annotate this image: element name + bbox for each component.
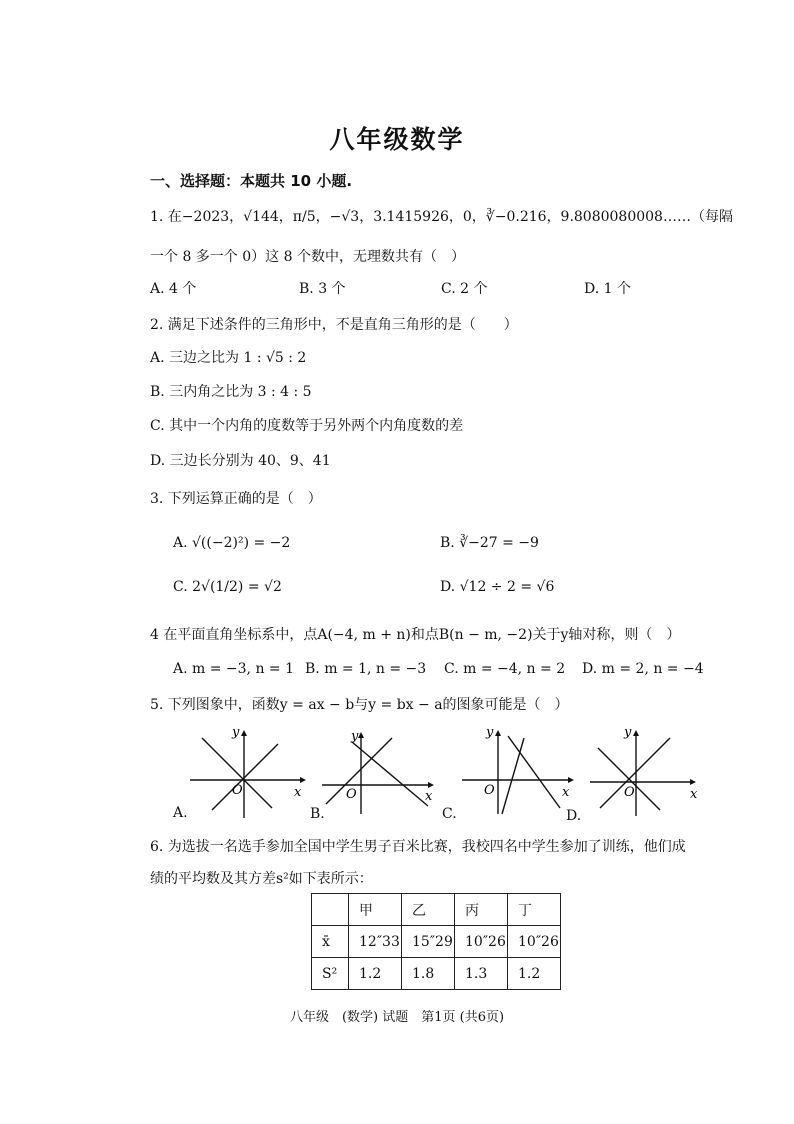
x-label: x — [294, 785, 302, 800]
y-label: y — [232, 725, 240, 740]
q2-stem: 2. 满足下述条件的三角形中，不是直角三角形的是（ ） — [150, 317, 518, 333]
q4-option-a: A. m = −3, n = 1 — [173, 661, 295, 677]
table-row-label: x̄ — [312, 926, 349, 958]
table-cell: 1.2 — [349, 958, 402, 990]
y-axis-arrow — [241, 730, 247, 736]
x-axis-arrow — [428, 782, 434, 788]
q1-option-d: D. 1 个 — [584, 281, 631, 297]
table-corner-cell — [312, 894, 349, 926]
q6-line1: 6. 为选拔一名选手参加全国中学生男子百米比赛，我校四名中学生参加了训练，他们成 — [150, 839, 686, 855]
q5-graph-c-label: C. — [442, 806, 457, 822]
origin-label: O — [346, 787, 357, 802]
y-label: y — [351, 729, 359, 744]
x-label: x — [425, 789, 433, 804]
y-axis-arrow — [358, 732, 364, 738]
q4-option-d: D. m = 2, n = −4 — [582, 661, 704, 677]
q3-option-b: B. ∛−27 = −9 — [440, 535, 539, 551]
q5-graph-b-label: B. — [310, 806, 325, 822]
table-row-label: S² — [312, 958, 349, 990]
table-header-cell: 丙 — [455, 894, 508, 926]
q5-graph-a-label: A. — [173, 805, 188, 821]
origin-label: O — [624, 785, 635, 800]
x-label: x — [690, 787, 698, 802]
q1-option-a: A. 4 个 — [150, 281, 197, 297]
x-axis-arrow — [690, 779, 696, 785]
q2-option-b: B. 三内角之比为 3 : 4 : 5 — [150, 384, 312, 400]
x-label: x — [562, 785, 570, 800]
q5-graph-c — [452, 722, 587, 822]
q1-option-b: B. 3 个 — [299, 281, 346, 297]
q4-option-c: C. m = −4, n = 2 — [444, 661, 566, 677]
q3-stem: 3. 下列运算正确的是（ ） — [150, 491, 322, 507]
x-axis-arrow — [300, 777, 306, 783]
table-cell: 15″29 — [402, 926, 455, 958]
line-2 — [212, 744, 278, 810]
table-header-cell: 乙 — [402, 894, 455, 926]
y-label: y — [486, 725, 494, 740]
q5-graph-a — [172, 722, 307, 822]
q4-option-b: B. m = 1, n = −3 — [305, 661, 427, 677]
table-row — [312, 926, 561, 958]
q1-line1: 1. 在−2023，√144，π/5，−√3，3.1415926，0，∛−0.216，9.8080080008……（每隔 — [150, 209, 733, 225]
q2-option-c: C. 其中一个内角的度数等于另外两个内角度数的差 — [150, 418, 464, 434]
origin-label: O — [232, 783, 243, 798]
q6-line2: 绩的平均数及其方差s²如下表所示： — [150, 871, 373, 887]
page-title: 八年级数学 — [329, 125, 465, 154]
q3-option-a: A. √((−2)²) = −2 — [173, 535, 291, 551]
y-axis-arrow — [495, 730, 501, 736]
table-header-row — [312, 894, 561, 926]
y-axis-arrow — [633, 730, 639, 736]
q5-graph-b — [312, 722, 447, 822]
q4-stem: 4 在平面直角坐标系中，点A(−4, m + n)和点B(n − m, −2)关于y轴对称，则（ ） — [150, 627, 681, 643]
x-axis-arrow — [568, 777, 574, 783]
q3-option-d: D. √12 ÷ 2 = √6 — [440, 579, 555, 595]
table-cell: 1.2 — [508, 958, 561, 990]
table-header-cell: 丁 — [508, 894, 561, 926]
q5-graph-d-label: D. — [566, 808, 582, 824]
q2-option-a: A. 三边之比为 1 : √5 : 2 — [150, 350, 307, 366]
line-1 — [502, 738, 524, 814]
table-cell: 1.3 — [455, 958, 508, 990]
table-cell: 10″26 — [508, 926, 561, 958]
line-2 — [352, 742, 428, 806]
q2-option-d: D. 三边长分别为 40、9、41 — [150, 453, 331, 469]
q5-stem: 5. 下列图象中，函数y = ax − b与y = bx − a的图象可能是（ ） — [150, 697, 569, 713]
stats-table — [311, 893, 561, 990]
y-label: y — [624, 725, 632, 740]
line-2 — [600, 738, 670, 808]
table-cell: 12″33 — [349, 926, 402, 958]
q1-option-c: C. 2 个 — [441, 281, 488, 297]
q3-option-c: C. 2√(1/2) = √2 — [173, 579, 282, 595]
table-cell: 1.8 — [402, 958, 455, 990]
line-2 — [508, 736, 560, 808]
q1-line2: 一个 8 多一个 0）这 8 个数中，无理数共有（ ） — [150, 249, 465, 265]
page-footer: 八年级 (数学) 试题 第1页 (共6页) — [289, 1010, 505, 1025]
table-cell: 10″26 — [455, 926, 508, 958]
section-heading: 一、选择题：本题共 10 小题. — [150, 172, 353, 190]
table-header-cell: 甲 — [349, 894, 402, 926]
q5-graph-d — [590, 722, 710, 822]
origin-label: O — [484, 783, 495, 798]
table-row — [312, 958, 561, 990]
